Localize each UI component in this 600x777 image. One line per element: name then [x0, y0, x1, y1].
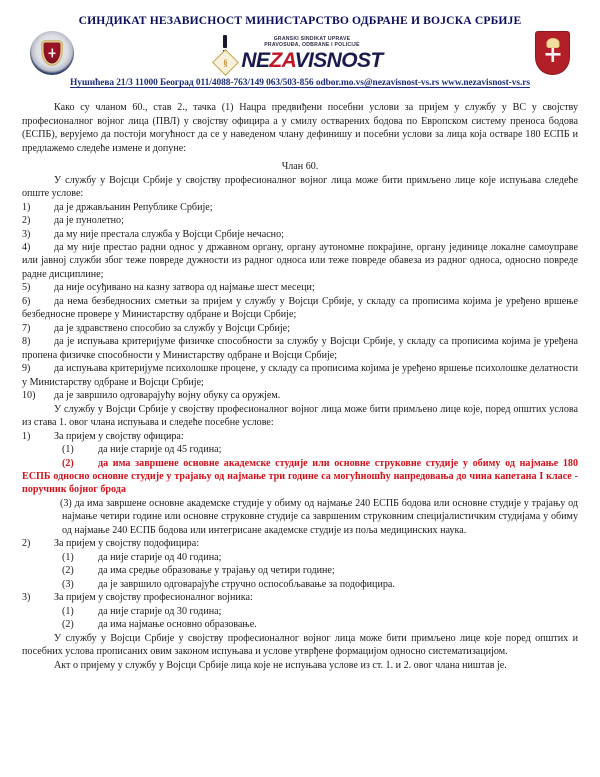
list-item-number: 10)	[22, 390, 36, 402]
sub-list-item-number: (1)	[62, 444, 74, 456]
sub-list-item	[22, 497, 578, 537]
list-item	[22, 241, 578, 281]
closing-paragraph-1: У службу у Војсци Србије у својству професионалног војног лица може бити примљено лице које поред општих и посебних услова прописаних овим законом испуњава и услове утврђене формацијом односно систематизацијом.	[22, 632, 578, 658]
exclamation-bar-icon	[223, 35, 227, 48]
list-item-number: 8)	[22, 336, 31, 348]
list-item-text: да нема безбедносних сметњи за пријем у службу у Војсци Србије, у складу са прописима којима је уређено вршење безбедносне провере у Министарству одбране и Војсци Србије;	[22, 295, 578, 321]
intro-paragraph: Како су чланом 60., став 2., тачка (1) Нацра предвиђени посебни услови за пријем у службу у ВС у својству професионалног војног лица (ПВЛ) у својству официра а у смилу остварених бодова по Европском систему преноса бодова (ЕСПБ), верујемо да постоји могућност да се у наведеном члану дефинишу и посебни услови за лица која остваре 180 ЕСПБ и предлажемо следеће измене и допуне:	[22, 102, 578, 154]
document-header	[0, 0, 600, 88]
list-item-text: да није осуђивано на казну затвора од најмање шест месеци;	[54, 282, 315, 294]
group-number: 1)	[22, 430, 31, 442]
list-item-number: 1)	[22, 201, 31, 213]
list-item	[22, 214, 578, 227]
sub-list-item-text: да има завршене основне академске студије у обиму од најмање 240 ЕСПБ бодова или основне студије у трајању од најмање четири године или основне струковне студије са завршеним струковним специјалистичким студијама у обиму од најмање 240 ЕСПБ бодова или интегрисане академске студије из поља медицинских наука.	[62, 497, 578, 536]
list-item-number: 3)	[22, 228, 31, 240]
nezavisnost-logo-text	[241, 36, 382, 71]
sub-list-item-number: (3)	[62, 578, 74, 590]
sub-list-item-highlighted	[22, 457, 578, 497]
sub-list-item	[22, 618, 578, 631]
group-heading	[22, 430, 578, 443]
list-item-number: 6)	[22, 295, 31, 307]
list-item	[22, 322, 578, 335]
list-item	[22, 295, 578, 322]
logo-wordmark-part1: NE	[241, 48, 270, 72]
group-number: 3)	[22, 592, 31, 604]
logo-subtitle-line2: PRAVOSUĐA, ODBRANE I POLICIJE	[264, 42, 360, 49]
sub-list-item-number: (2)	[62, 619, 74, 631]
diamond-letter: §	[223, 57, 229, 68]
document-body	[0, 88, 600, 672]
ministry-of-defence-seal-icon	[30, 31, 74, 75]
group-title: За пријем у својству професионалног војника:	[54, 592, 253, 604]
contact-line[interactable]: Нушићева 21/3 11000 Београд 011/4088-763/149 063/503-856 odbor.mo.vs@nezavisnost-vs.rs www.nezavisnost-vs.rs	[69, 78, 530, 89]
sub-list-item	[22, 443, 578, 456]
list-item-text: да је завршило одговарајућу војну обуку са оружјем.	[54, 390, 281, 402]
sub-list-item-text: да има најмање основно образовање.	[98, 619, 257, 631]
list-item	[22, 335, 578, 362]
list-item-number: 7)	[22, 322, 31, 334]
group-title: За пријем у својству подофицира:	[54, 538, 200, 550]
sub-list-item-text: да није старије од 40 година;	[98, 551, 222, 563]
group-number: 2)	[22, 538, 31, 550]
logo-row	[14, 30, 586, 76]
list-item-number: 9)	[22, 363, 31, 375]
sub-list-item-number: (2)	[62, 457, 74, 469]
list-item	[22, 362, 578, 389]
sub-list-item-number: (2)	[62, 565, 74, 577]
sub-list-item-text: да има завршене основне академске студије или основне струковне студије у обиму од најмање 180 ЕСПБ односно основне студије у трајању од најмање три године са могућношћу напредовања до чина капетана I класе - поручник бојног брода	[22, 457, 578, 496]
list-item-text: да је пунолетно;	[54, 215, 124, 227]
sub-list-item-text: да има средње образовање у трајању од четири године;	[98, 565, 335, 577]
sub-list-item-number: (1)	[62, 551, 74, 563]
special-conditions-intro: У службу у Војсци Србије у својству професионалног војног лица може бити примљено лице које, поред општих услова из става 1. овог члана испуњава и следеће посебне услове:	[22, 403, 578, 429]
logo-wordmark-part3: VISNOST	[294, 48, 383, 72]
list-item-text: да је здравствено способио за службу у Војсци Србије;	[54, 322, 290, 334]
list-item	[22, 389, 578, 402]
list-item	[22, 228, 578, 241]
organization-title: СИНДИКАТ НЕЗАВИСНОСТ МИНИСТАРСТВО ОДБРАНЕ И ВОЈСКА СРБИЈЕ	[78, 14, 522, 27]
article-heading: Члан 60.	[281, 161, 319, 173]
list-item-text: да му није престао радни однос у државном органу, органу аутономне покрајине, органу јединице локалне самоуправе или јавној служби због теже повреде дужности из радног односа или теже повреде обавеза из радног односа, односно повреде радне дисциплине;	[22, 242, 578, 280]
sub-list-item-number: (3)	[60, 497, 72, 509]
logo-subtitle-line1: GRANSKI SINDIKAT UPRAVE	[273, 35, 351, 42]
sub-list-item-text: да није старије од 45 година;	[98, 444, 222, 456]
serbia-coat-of-arms-icon	[535, 31, 570, 75]
list-item-number: 2)	[22, 215, 31, 227]
diamond-icon	[212, 49, 239, 76]
list-item-number: 5)	[22, 282, 31, 294]
list-item-text: да је држављанин Републике Србије;	[54, 201, 213, 213]
sub-list-item	[22, 564, 578, 577]
group-heading	[22, 537, 578, 550]
sub-list-item-text: да је завршило одговарајуће стручно оспособљавање за подофицира.	[98, 578, 395, 590]
sub-list-item	[22, 551, 578, 564]
sub-list-item-number: (1)	[62, 605, 74, 617]
list-item-text: да је испуњава критеријуме физичке способности за службу у Војсци Србије, у складу са прописима којима је уређена пропена физичке способности у Министарству одбране и Војсци Србије;	[22, 336, 578, 361]
closing-paragraph-2: Акт о пријему у службу у Војсци Србије лица које не испуњава услове из ст. 1. и 2. овог члана ништав је.	[54, 659, 507, 671]
sub-list-item	[22, 578, 578, 591]
group-heading	[22, 591, 578, 604]
nezavisnost-logo	[214, 34, 382, 72]
list-item	[22, 281, 578, 294]
general-conditions-intro: У службу у Војсци Србије у својству професионалног војног лица може бити примљено лице које испуњава следеће опште услове:	[22, 174, 578, 200]
group-title: За пријем у својству официра:	[54, 430, 184, 442]
list-item-number: 4)	[22, 242, 31, 254]
nezavisnost-logo-mark-icon	[214, 34, 238, 72]
list-item	[22, 201, 578, 214]
list-item-text: да му није престала служба у Војсци Србије нечасно;	[54, 228, 284, 240]
sub-list-item-text: да није старије од 30 година;	[98, 605, 222, 617]
logo-wordmark	[241, 50, 382, 71]
logo-wordmark-part2: ZA	[269, 48, 295, 72]
sub-list-item	[22, 605, 578, 618]
list-item-text: да испуњава критеријуме психолошке процене, у складу са прописима којима је уређено вршење психолошке делатности у Министарству одбране и Војсци Србије;	[22, 363, 578, 388]
